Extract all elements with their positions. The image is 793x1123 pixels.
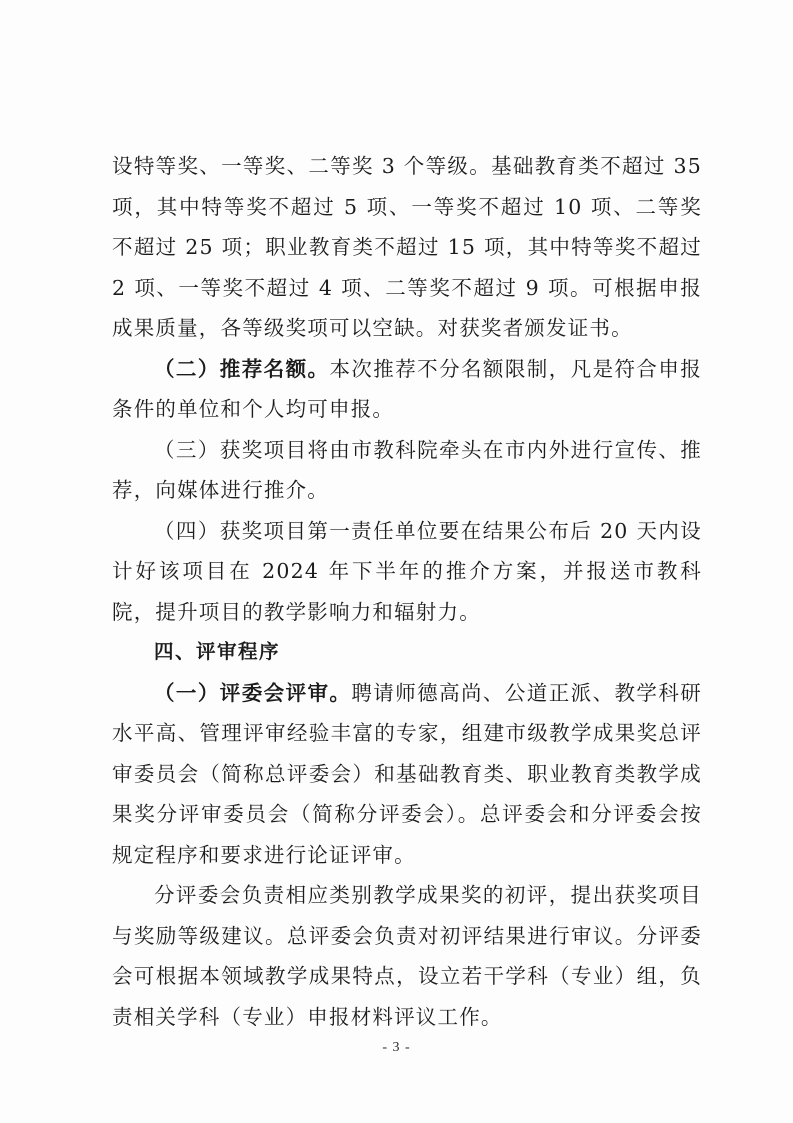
paragraph-text: 本次推荐不分名额限制，凡是符合申报条件的单位和个人均可申报。 bbox=[112, 356, 702, 421]
paragraph-recommendation-quota bbox=[112, 349, 702, 430]
paragraph-text: （四）获奖项目第一责任单位要在结果公布后 20 天内设计好该项目在 2024 年下半年的推介方案，并报送市教科院，提升项目的教学影响力和辐射力。 bbox=[112, 518, 702, 624]
paragraph-text: 分评委会负责相应类别教学成果奖的初评，提出获奖项目与奖励等级建议。总评委会负责对初评结果进行审议。分评委会可根据本领域教学成果特点，设立若干学科（专业）组，负责相关学科（专业）申报材料评议工作。 bbox=[112, 883, 702, 1029]
paragraph-promotion-plan bbox=[112, 511, 702, 633]
paragraph-promotion bbox=[112, 430, 702, 511]
page-number: - 3 - bbox=[382, 1040, 411, 1055]
paragraph-lead: （一）评委会评审。 bbox=[154, 680, 352, 705]
paragraph-sub-committee-duties bbox=[112, 875, 702, 1037]
paragraph-lead: （二）推荐名额。 bbox=[154, 356, 330, 381]
section-heading-review-procedure: 四、评审程序 bbox=[154, 640, 281, 663]
paragraph-text: （三）获奖项目将由市教科院牵头在市内外进行宣传、推荐，向媒体进行推介。 bbox=[112, 437, 702, 502]
document-body bbox=[112, 146, 702, 1037]
paragraph-text: 聘请师德高尚、公道正派、教学科研水平高、管理评审经验丰富的专家，组建市级教学成果奖总评审委员会（简称总评委会）和基础教育类、职业教育类教学成果奖分评审委员会（简称分评委会）。总评委会和分评委会按规定程序和要求进行论证评审。 bbox=[112, 680, 702, 867]
paragraph-award-levels bbox=[112, 146, 702, 349]
paragraph-text: 设特等奖、一等奖、二等奖 3 个等级。基础教育类不超过 35 项，其中特等奖不超过 5 项、一等奖不超过 10 项、二等奖不超过 25 项；职业教育类不超过 15 项，其中特等奖不超过 2 项、一等奖不超过 4 项、二等奖不超过 9 项。可根据申报成果质量，各等级奖项可以空缺。对获奖者颁发证书。 bbox=[112, 154, 702, 340]
paragraph-review-committee bbox=[112, 673, 702, 876]
